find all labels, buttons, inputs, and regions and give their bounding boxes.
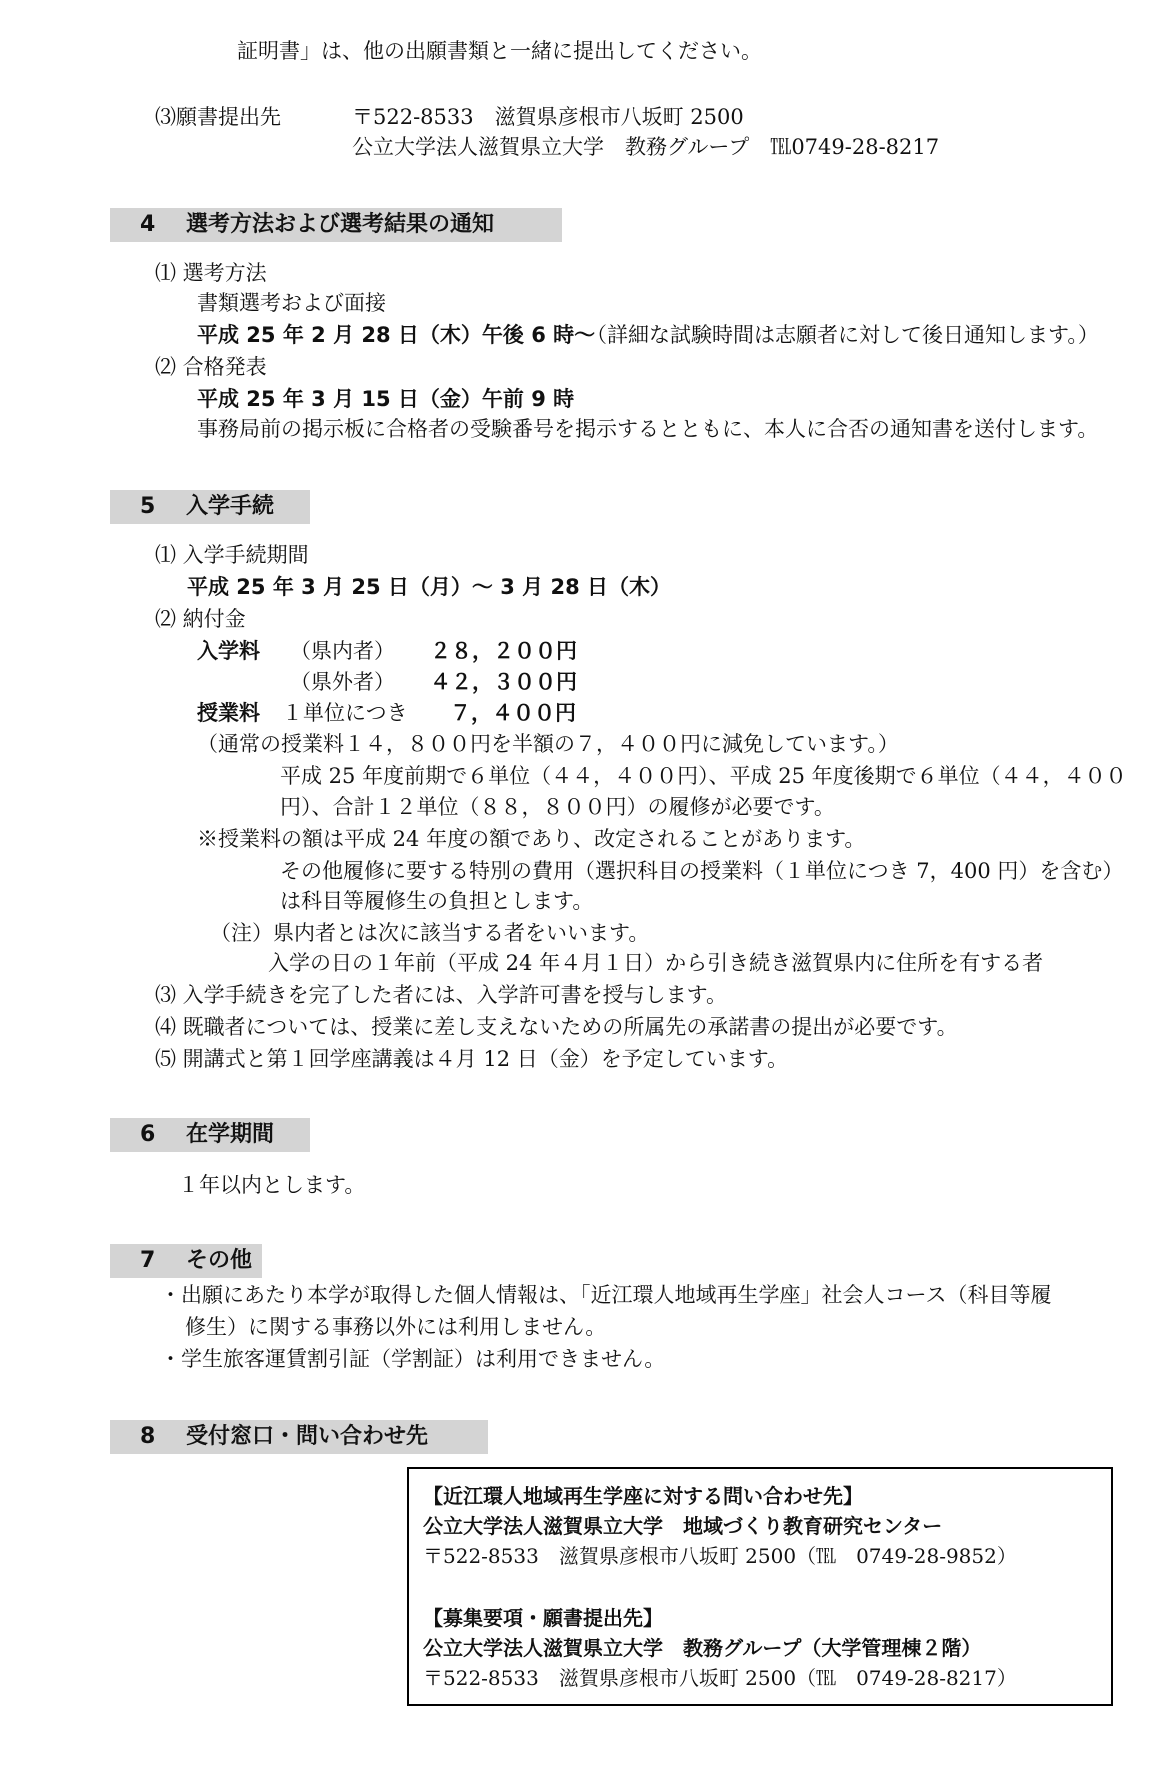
- tuition-amount: ７，４００円: [450, 701, 576, 725]
- enrollment-period-text: １年以内とします。: [178, 1173, 366, 1197]
- tuition-caveat-2: その他履修に要する特別の費用（選択科目の授業料（１単位につき 7，400 円）を含む）: [280, 859, 1124, 883]
- section-5-header: [110, 490, 310, 524]
- sec5-item1-label: ⑴ 入学手続期間: [155, 543, 309, 567]
- out-prefecture-label: （県外者）: [290, 670, 395, 694]
- in-prefecture-amount: ２８，２００円: [430, 639, 577, 663]
- section-6-header: [110, 1118, 310, 1152]
- entrance-fee-label: 入学料: [197, 639, 260, 663]
- units-line-2: 円）、合計１２単位（８８，８００円）の履修が必要です。: [280, 795, 835, 819]
- other-bullet-2: ・学生旅客運賃割引証（学割証）は利用できません。: [160, 1347, 666, 1371]
- section-number: 5: [140, 494, 156, 519]
- sec4-item1-date: 平成 25 年 2 月 28 日（木）午後 6 時～: [197, 323, 596, 347]
- contact-box: [407, 1467, 1113, 1706]
- section-number: 4: [140, 212, 156, 237]
- section-number: 6: [140, 1122, 156, 1147]
- out-prefecture-amount: ４２，３００円: [430, 670, 577, 694]
- sec4-item1-note: （詳細な試験時間は志願者に対して後日通知します。）: [586, 323, 1099, 347]
- section-7-header: [110, 1244, 262, 1278]
- per-unit-label: １単位につき: [282, 701, 408, 725]
- submission-label: ⑶願書提出先: [155, 105, 281, 129]
- section-number: 8: [140, 1424, 156, 1449]
- contact-address-2: 〒522-8533 滋賀県彦根市八坂町 2500（℡ 0749-28-8217）: [423, 1666, 1017, 1690]
- section-title: 入学手続: [186, 494, 275, 519]
- section-4-header: [110, 208, 562, 242]
- sec4-item1-text: 書類選考および面接: [197, 291, 386, 315]
- resident-note: （注）県内者とは次に該当する者をいいます。: [210, 921, 650, 945]
- continuation-line: 証明書」は、他の出願書類と一緒に提出してください。: [237, 39, 762, 63]
- other-bullet-1-line-2: 修生）に関する事務以外には利用しません。: [185, 1315, 607, 1339]
- contact-org-2: 公立大学法人滋賀県立大学 教務グループ（大学管理棟２階）: [423, 1636, 982, 1660]
- sec5-item5: ⑸ 開講式と第１回学座講義は４月 12 日（金）を予定しています。: [155, 1047, 789, 1071]
- submission-org: 公立大学法人滋賀県立大学 教務グループ ℡0749-28-8217: [352, 135, 940, 159]
- section-title: 選考方法および選考結果の通知: [186, 212, 495, 237]
- section-title: その他: [186, 1248, 253, 1273]
- sec5-item4: ⑷ 既職者については、授業に差し支えないための所属先の承諾書の提出が必要です。: [155, 1015, 958, 1039]
- sec5-item1-date: 平成 25 年 3 月 25 日（月）～ 3 月 28 日（木）: [187, 575, 672, 599]
- sec4-item1-label: ⑴ 選考方法: [155, 261, 267, 285]
- tuition-label: 授業料: [197, 701, 260, 725]
- contact-heading-2: 【募集要項・願書提出先】: [423, 1606, 663, 1630]
- sec5-item2-label: ⑵ 納付金: [155, 607, 246, 631]
- contact-address-1: 〒522-8533 滋賀県彦根市八坂町 2500（℡ 0749-28-9852）: [423, 1544, 1017, 1568]
- units-line-1: 平成 25 年度前期で６単位（４４，４００円）、平成 25 年度後期で６単位（４４，４００: [280, 764, 1127, 788]
- section-8-header: [110, 1420, 488, 1454]
- sec4-item2-text: 事務局前の掲示板に合格者の受験番号を掲示するとともに、本人に合否の通知書を送付します。: [197, 417, 1099, 441]
- sec5-item3: ⑶ 入学手続きを完了した者には、入学許可書を授与します。: [155, 983, 727, 1007]
- section-title: 受付窓口・問い合わせ先: [186, 1424, 429, 1449]
- submission-address: 〒522-8533 滋賀県彦根市八坂町 2500: [352, 105, 744, 129]
- tuition-caveat-1: ※授業料の額は平成 24 年度の額であり、改定されることがあります。: [197, 827, 866, 851]
- section-number: 7: [140, 1248, 156, 1273]
- sec4-item2-label: ⑵ 合格発表: [155, 355, 267, 379]
- tuition-note: （通常の授業料１４，８００円を半額の７，４００円に減免しています。）: [197, 732, 899, 756]
- other-bullet-1-line-1: ・出願にあたり本学が取得した個人情報は、「近江環人地域再生学座」社会人コース（科目等履: [160, 1283, 1052, 1307]
- contact-org-1: 公立大学法人滋賀県立大学 地域づくり教育研究センター: [423, 1514, 943, 1538]
- contact-heading-1: 【近江環人地域再生学座に対する問い合わせ先】: [423, 1484, 863, 1508]
- tuition-caveat-3: は科目等履修生の負担とします。: [280, 889, 594, 913]
- in-prefecture-label: （県内者）: [290, 639, 395, 663]
- resident-definition: 入学の日の１年前（平成 24 年４月１日）から引き続き滋賀県内に住所を有する者: [268, 951, 1044, 975]
- sec4-item2-date: 平成 25 年 3 月 15 日（金）午前 9 時: [197, 387, 575, 411]
- section-title: 在学期間: [186, 1122, 275, 1147]
